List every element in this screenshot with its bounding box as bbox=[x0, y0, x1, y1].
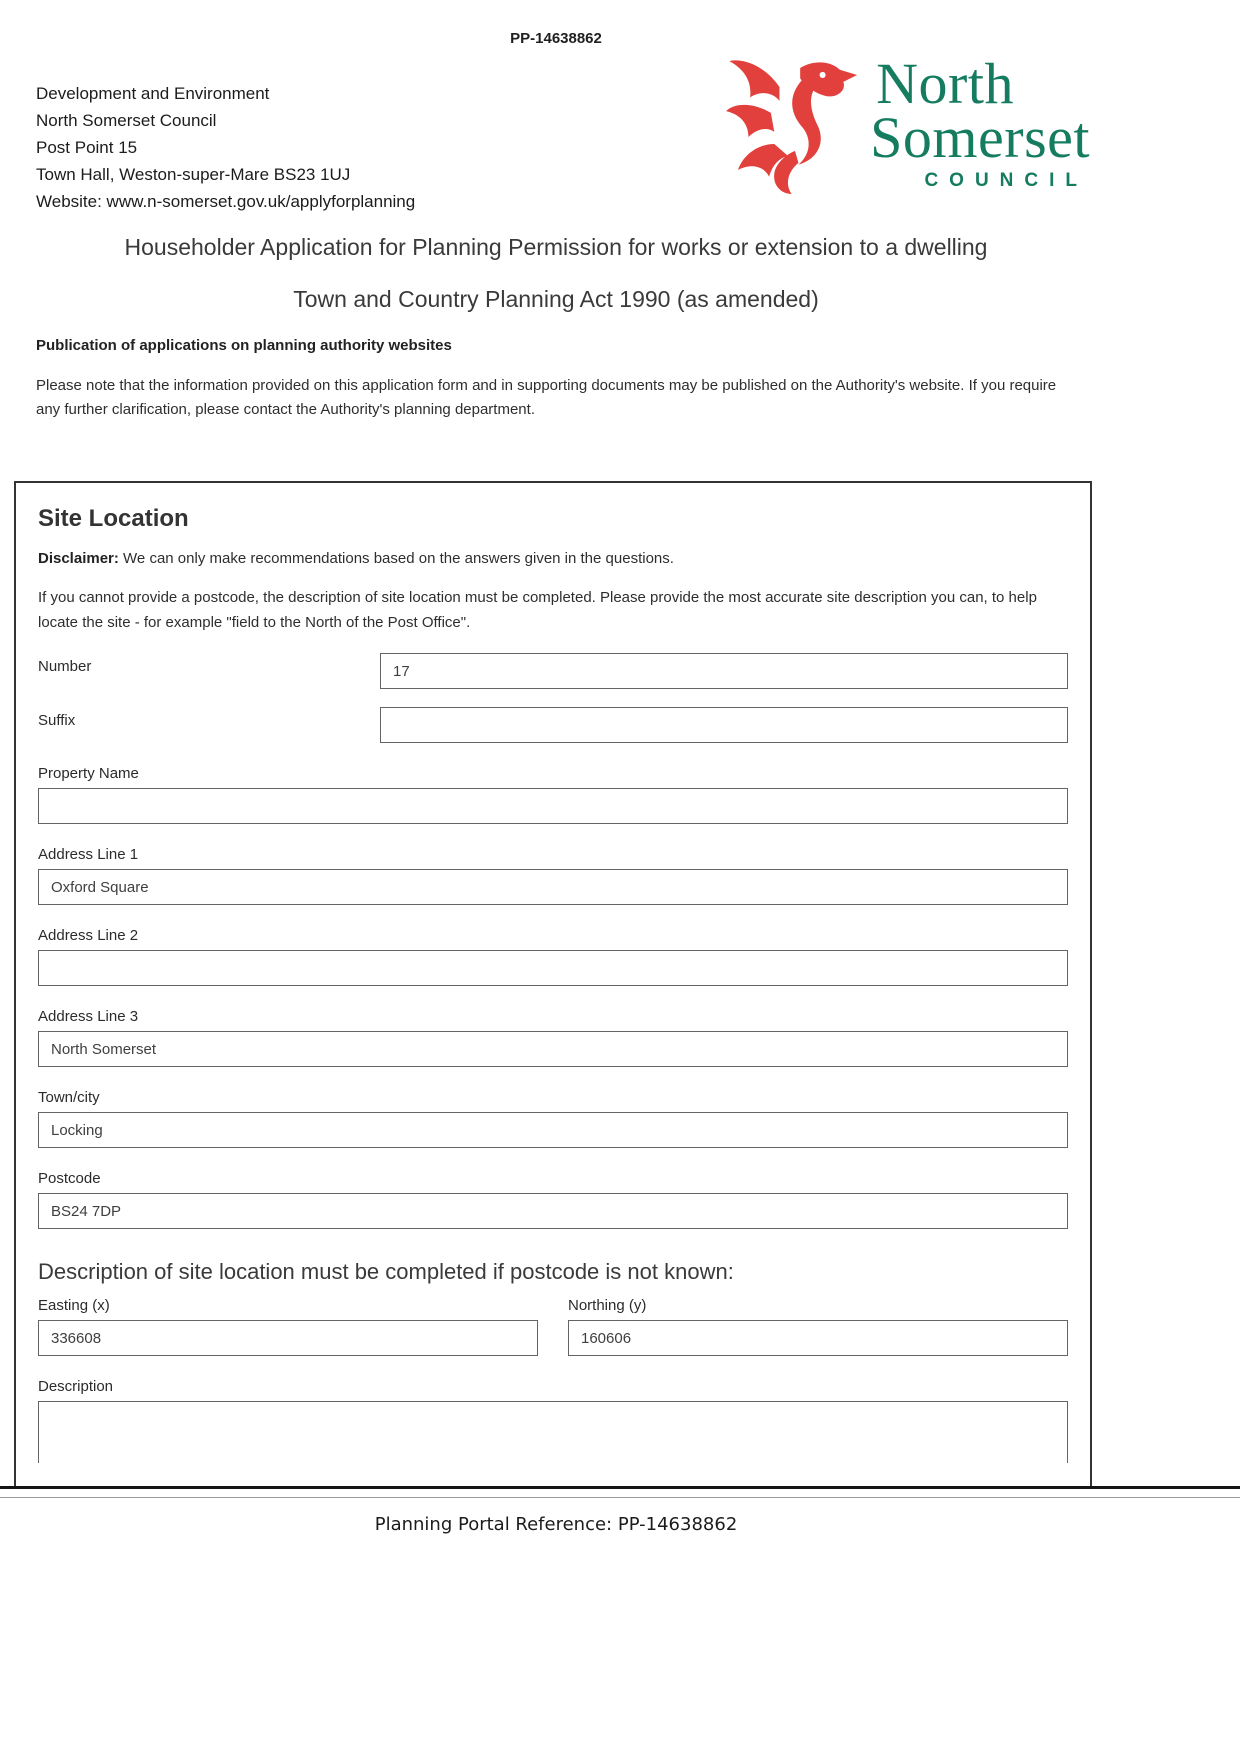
suffix-input[interactable] bbox=[380, 707, 1068, 743]
description-textarea[interactable] bbox=[38, 1401, 1068, 1463]
easting-input[interactable] bbox=[38, 1320, 538, 1356]
field-address-line-3 bbox=[38, 1008, 1068, 1067]
field-address-line-2 bbox=[38, 927, 1068, 986]
address-line: Post Point 15 bbox=[36, 138, 138, 157]
field-property-name bbox=[38, 765, 1068, 824]
disclaimer-text: We can only make recommendations based on the answers given in the questions. bbox=[123, 550, 674, 567]
field-postcode bbox=[38, 1170, 1068, 1229]
field-easting bbox=[38, 1297, 538, 1356]
field-row-number bbox=[38, 653, 1068, 689]
address-line-1-label: Address Line 1 bbox=[38, 846, 139, 863]
address-line-3-input[interactable] bbox=[38, 1031, 1068, 1067]
dragon-icon bbox=[726, 56, 864, 206]
field-address-line-1 bbox=[38, 846, 1068, 905]
northing-label: Northing (y) bbox=[568, 1297, 647, 1314]
page-cut-line bbox=[0, 1486, 1240, 1489]
town-city-label: Town/city bbox=[38, 1089, 100, 1106]
publication-text: Please note that the information provided on this application form and in supporting documents may be published on the Authority's website. If you require any further clarification, please contact the Authority's planning department. bbox=[36, 377, 1057, 418]
logo-text-north: North bbox=[876, 51, 1014, 116]
description-heading: Description of site location must be completed if postcode is not known: bbox=[38, 1259, 734, 1284]
address-line: Website: www.n-somerset.gov.uk/applyforplanning bbox=[36, 192, 416, 211]
address-line-2-input[interactable] bbox=[38, 950, 1068, 986]
field-row-suffix bbox=[38, 707, 1068, 743]
address-line: Development and Environment bbox=[36, 84, 270, 103]
section-heading: Site Location bbox=[38, 505, 189, 532]
address-line-2-label: Address Line 2 bbox=[38, 927, 139, 944]
field-northing bbox=[568, 1297, 1068, 1356]
logo-wordmark bbox=[870, 51, 1090, 192]
town-city-input[interactable] bbox=[38, 1112, 1068, 1148]
description-label: Description bbox=[38, 1378, 114, 1395]
number-label: Number bbox=[38, 658, 92, 675]
address-line-3-label: Address Line 3 bbox=[38, 1008, 139, 1025]
suffix-label: Suffix bbox=[38, 712, 76, 729]
site-location-section bbox=[14, 481, 1092, 1486]
postcode-label: Postcode bbox=[38, 1170, 101, 1187]
footer-reference: Planning Portal Reference: PP-14638862 bbox=[374, 1514, 738, 1535]
disclaimer-label: Disclaimer: bbox=[38, 550, 119, 567]
publication-heading: Publication of applications on planning authority websites bbox=[36, 337, 452, 354]
field-town-city bbox=[38, 1089, 1068, 1148]
logo-text-council: COUNCIL bbox=[924, 170, 1088, 191]
address-line: Town Hall, Weston-super-Mare BS23 1UJ bbox=[36, 165, 351, 184]
section-intro: If you cannot provide a postcode, the description of site location must be completed. Please provide the most accurate site description you can, to help locate the site - for example "field to the North of the Post Office". bbox=[38, 589, 1037, 631]
property-name-input[interactable] bbox=[38, 788, 1068, 824]
footer-divider bbox=[0, 1497, 1240, 1498]
header bbox=[36, 51, 1096, 215]
document-title: Householder Application for Planning Permission for works or extension to a dwelling bbox=[124, 234, 988, 260]
easting-label: Easting (x) bbox=[38, 1297, 110, 1314]
form-reference: PP-14638862 bbox=[510, 30, 602, 47]
disclaimer bbox=[38, 549, 1068, 569]
address-line-1-input[interactable] bbox=[38, 869, 1068, 905]
number-input[interactable] bbox=[380, 653, 1068, 689]
council-address bbox=[36, 80, 415, 215]
logo-text-somerset: Somerset bbox=[870, 105, 1090, 170]
northing-input[interactable] bbox=[568, 1320, 1068, 1356]
document-subtitle: Town and Country Planning Act 1990 (as amended) bbox=[293, 286, 819, 312]
field-description bbox=[38, 1378, 1068, 1463]
address-line: North Somerset Council bbox=[36, 111, 217, 130]
north-somerset-logo bbox=[726, 51, 1090, 206]
coords-row bbox=[38, 1297, 1068, 1356]
postcode-input[interactable] bbox=[38, 1193, 1068, 1229]
property-name-label: Property Name bbox=[38, 765, 139, 782]
